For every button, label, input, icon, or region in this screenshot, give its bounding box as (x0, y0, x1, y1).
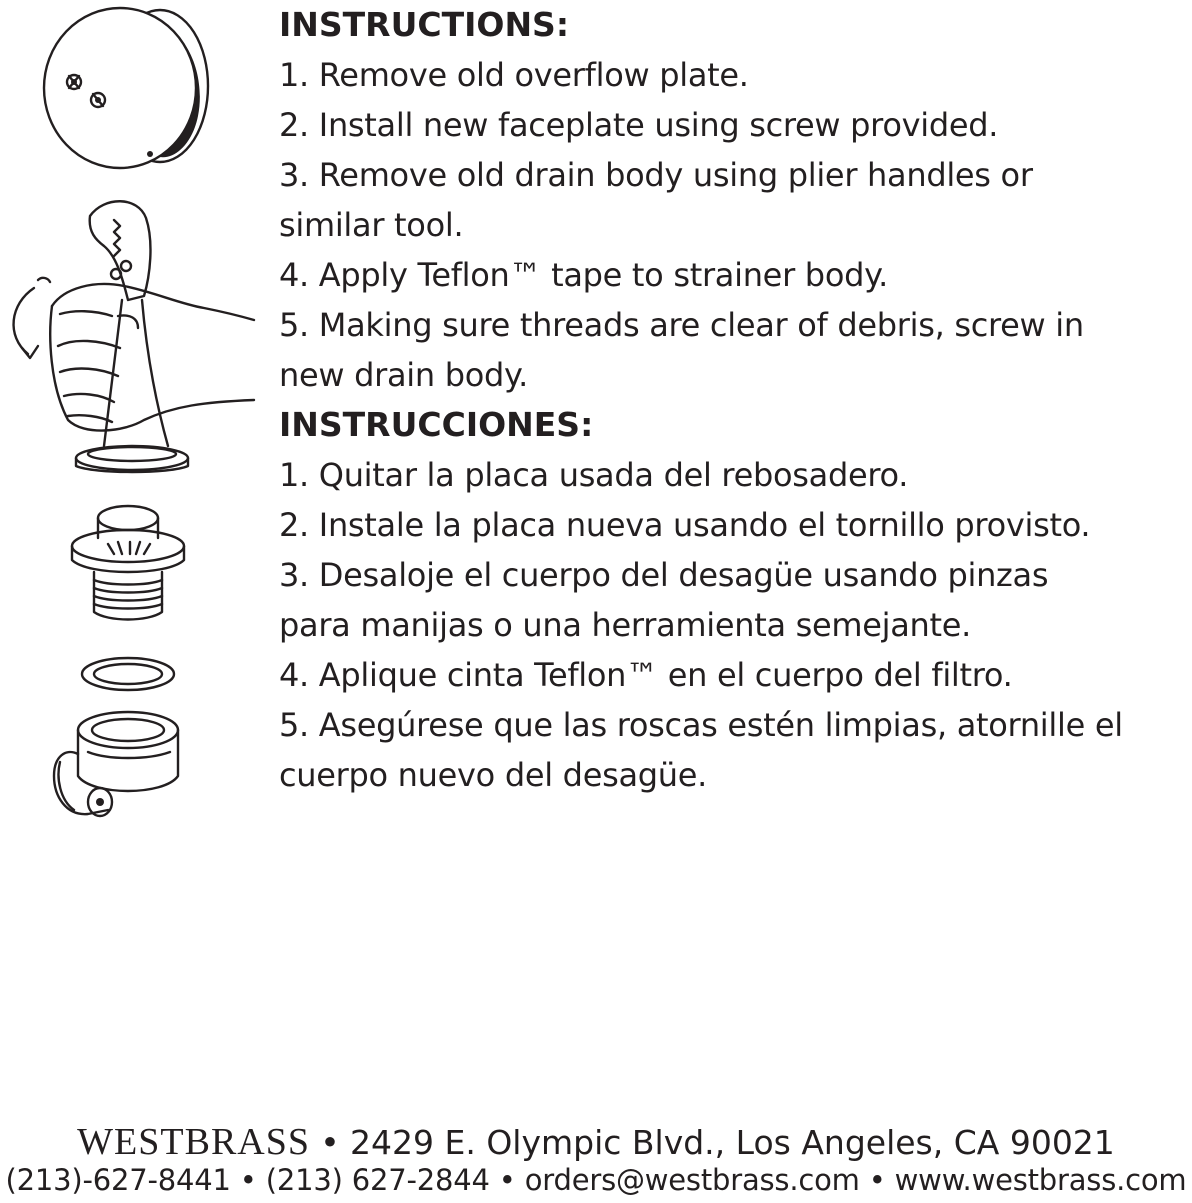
footer-separator: • (239, 1163, 257, 1197)
instruction-step-es: cuerpo nuevo del desagüe. (279, 756, 708, 794)
instruction-step-en: 4. Apply Teflon™ tape to strainer body. (279, 256, 889, 294)
email-address: orders@westbrass.com (524, 1163, 860, 1197)
instruction-step-es: 1. Quitar la placa usada del rebosadero. (279, 456, 909, 494)
illustrations-column (0, 0, 270, 830)
instruction-step-es: 4. Aplique cinta Teflon™ en el cuerpo del filtro. (279, 656, 1013, 694)
website-url: www.westbrass.com (894, 1163, 1187, 1197)
footer-separator: • (320, 1123, 340, 1162)
company-address: 2429 E. Olympic Blvd., Los Angeles, CA 90021 (350, 1123, 1115, 1162)
pliers-hand-illustration (4, 196, 262, 476)
overflow-faceplate-illustration (38, 6, 218, 176)
drain-body-washer-illustration (48, 652, 178, 828)
instruction-step-en: similar tool. (279, 206, 464, 244)
footer-separator: • (868, 1163, 886, 1197)
instructions-heading-spanish: INSTRUCCIONES: (279, 405, 594, 444)
phone-number-2: (213) 627-2844 (265, 1163, 490, 1197)
drain-strainer-illustration (68, 498, 188, 622)
instructions-block (279, 0, 1184, 800)
instruction-step-en: 3. Remove old drain body using plier handles or (279, 156, 1033, 194)
instruction-step-en: 2. Install new faceplate using screw provided. (279, 106, 999, 144)
footer-contact-line (0, 1158, 1192, 1202)
phone-number-1: (213)-627-8441 (5, 1163, 231, 1197)
instruction-step-en: 1. Remove old overflow plate. (279, 56, 749, 94)
instruction-step-en: 5. Making sure threads are clear of debris, screw in (279, 306, 1084, 344)
instructions-heading-english: INSTRUCTIONS: (279, 5, 570, 44)
instruction-step-es: 5. Asegúrese que las roscas estén limpias, atornille el (279, 706, 1123, 744)
instruction-step-es: 3. Desaloje el cuerpo del desagüe usando pinzas (279, 556, 1049, 594)
instruction-step-es: para manijas o una herramienta semejante. (279, 606, 972, 644)
instruction-step-es: 2. Instale la placa nueva usando el tornillo provisto. (279, 506, 1091, 544)
footer-separator: • (498, 1163, 516, 1197)
brand-name: WESTBRASS (77, 1121, 310, 1163)
instruction-step-en: new drain body. (279, 356, 528, 394)
